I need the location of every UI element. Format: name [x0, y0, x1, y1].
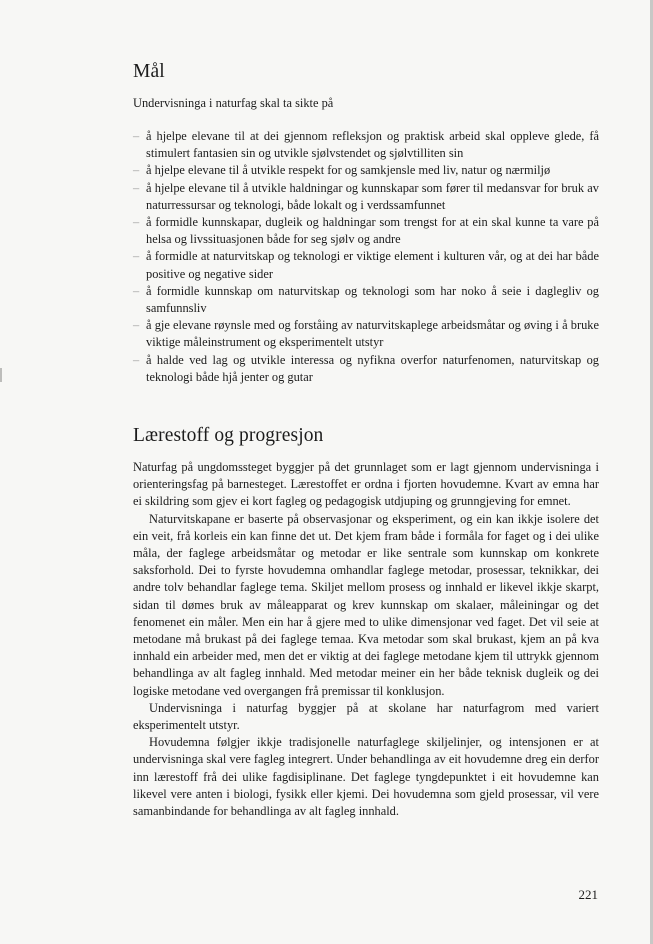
body-paragraph: Hovudemna følgjer ikkje tradisjonelle naturfaglege skiljelinjer, og intensjonen er at undervisninga skal vere fagleg integrert. Under behandlinga av eit hovudemne dreg ein derfor inn lærestoff frå dei ulike fagdisiplinane. Det faglege tyngdepunktet i eit hovudemne kan likevel vere anten i biologi, fysikk eller kjemi. Dei hovudemna som gjeld prosessar, vil vere samanbindande for behandlinga av alt fagleg innhald.: [133, 735, 599, 819]
goal-text: å formidle kunnskap om naturvitskap og teknologi som har noko å seie i daglegliv og samfunnsliv: [146, 283, 599, 316]
dash-bullet: –: [133, 283, 140, 298]
body-paragraph: Naturfag på ungdomssteget byggjer på det grunnlaget som er lagt gjennom undervisninga i orienteringsfag på barnesteget. Lærestoffet er ordna i fjorten hovudemne. Kvart av emna har ei skildring som gjev ei kort fagleg og pedagogisk utdjuping og grunngjeving for emnet.: [133, 460, 599, 509]
dash-bullet: –: [133, 180, 140, 195]
goal-text: å hjelpe elevane til å utvikle haldningar og kunnskapar som fører til medansvar for bruk av naturressursar og teknologi, både lokalt og i verdssamfunnet: [146, 180, 599, 212]
goal-text: å hjelpe elevane til at dei gjennom refleksjon og praktisk arbeid skal oppleve glede, få stimulert fantasien sin og utvikle sjølvstendet og sjølvtilliten sin: [146, 129, 599, 161]
dash-bullet: –: [133, 352, 140, 367]
section-heading-laerestoff: Lærestoff og progresjon: [133, 425, 324, 446]
goal-item: [133, 352, 599, 386]
body-paragraph: Undervisninga i naturfag byggjer på at skolane har naturfagrom med variert eksperimentelt utstyr.: [133, 700, 599, 733]
scan-mark: [0, 368, 2, 382]
dash-bullet: –: [133, 318, 140, 333]
goal-item: [133, 248, 599, 282]
goal-item: [133, 214, 599, 248]
dash-bullet: –: [133, 215, 140, 230]
dash-bullet: –: [133, 163, 140, 178]
goal-item: [133, 283, 599, 317]
goals-list: [133, 128, 599, 386]
goal-text: å hjelpe elevane til å utvikle respekt for og samkjensle med liv, natur og nærmiljø: [146, 163, 551, 178]
page-number: 221: [578, 887, 598, 902]
body-text: [133, 459, 599, 820]
dash-bullet: –: [133, 129, 140, 143]
goals-intro: Undervisninga i naturfag skal ta sikte på: [133, 96, 334, 110]
goal-text: å gje elevane røynsle med og forståing av naturvitskaplege arbeidsmåtar og øving i å bruke viktige måleinstrument og eksperimentelt utstyr: [146, 318, 599, 350]
goal-item: [133, 180, 599, 214]
body-paragraph: Naturvitskapane er baserte på observasjonar og eksperiment, og ein kan ikkje isolere det ein veit, frå korleis ein kan finne det ut. Det kjem fram både i formåla for faget og i dei ulike måla, der faglege arbeidsmåtar og metodar er like sentrale som kunnskap om konkrete saksforhold. Dei to fyrste hovudemna omhandlar faglege metodar, prosessar, teknikkar, dei andre tolv behandlar faglege tema. Skiljet mellom prosess og innhald er likevel ikkje skarpt, sidan til dømes bruk av måleapparat og krev kunnskap om skalaer, måleiningar og det fenomenet ein måler. Men ein har å gjere med to ulike dimensjonar ved faget. Det vil seie at metodane må brukast på dei faglege temaa. Kva metodar som skal brukast, kjem an på kva innhald ein arbeider med, men det er viktig at dei faglege metodane kjem til uttrykk gjennom behandlinga av alt fagleg innhald. Med metodar meiner ein her både teknisk dugleik og dei logiske metodane ved overgangen frå premissar til konklusjon.: [133, 511, 599, 698]
goal-item: [133, 317, 599, 351]
goal-item: [133, 162, 599, 179]
goal-item: [133, 128, 599, 162]
goal-text: å formidle kunnskapar, dugleik og haldningar som trengst for at ein skal kunne ta vare på helsa og livssituasjonen både for seg sjølv og andre: [146, 215, 599, 247]
dash-bullet: –: [133, 249, 140, 264]
goal-text: å halde ved lag og utvikle interessa og nyfikna overfor naturfenomen, naturvitskap og teknologi både hjå jenter og gutar: [146, 352, 599, 384]
goal-text: å formidle at naturvitskap og teknologi er viktige element i kulturen vår, og at dei har både positive og negative sider: [146, 249, 599, 281]
section-heading-maal: Mål: [133, 61, 165, 82]
